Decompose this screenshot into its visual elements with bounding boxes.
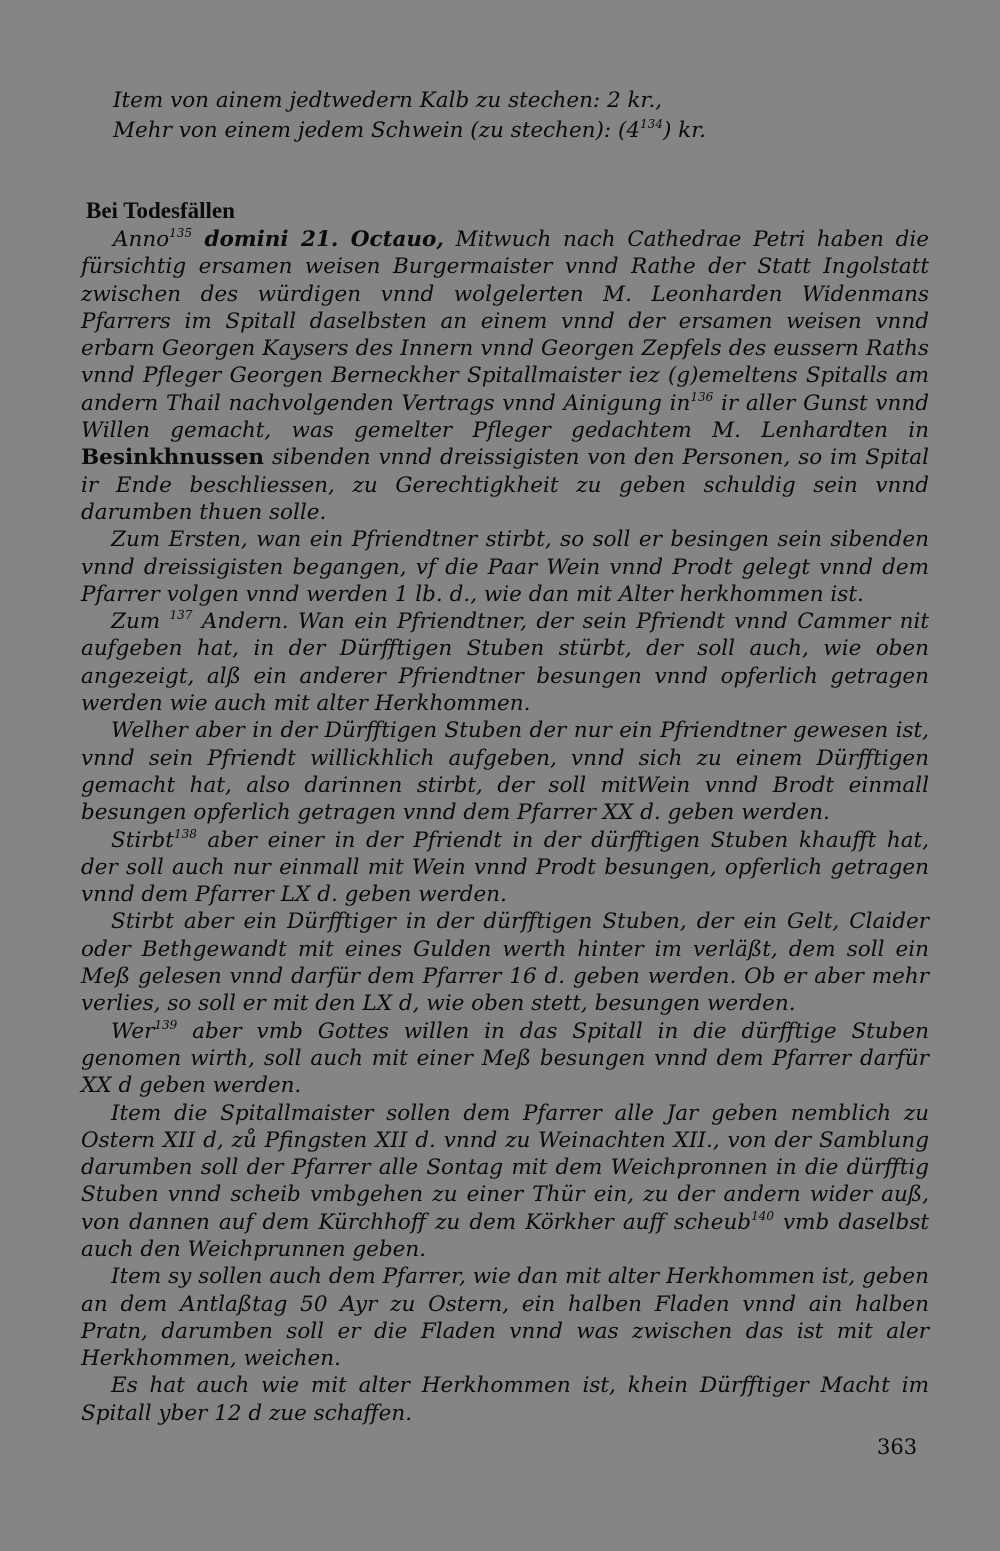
paragraph-text: Andern. Wan ein Pfriendtner, der sein Pfriendt vnnd Cammer nit aufgeben hat, in der Dürfftigen Stuben stürbt, der soll auch, wie oben angezeigt, alß ein anderer Pfriendtner besungen vnnd opferlich getragen werden wie auch mit alter Herkhommen. — [81, 609, 929, 717]
paragraph-antlasstag: Item sy sollen auch dem Pfarrer, wie dan mit alter Herkhommen ist, geben an dem Antlaßtag 50 Ayr zu Ostern, ein halben Fladen vnnd ain halben Pratn, darumben soll er die Fladen vnnd was zwischen das ist mit aler Herkhommen, weichen. — [81, 1264, 929, 1372]
paragraph-second — [81, 608, 929, 717]
section-heading: Bei Todesfällen — [86, 198, 235, 223]
paragraph-duerfftiger: Stirbt aber ein Dürfftiger in der dürfftigen Stuben, der ein Gelt, Claider oder Bethgewandt mit eines Gulden werth hinter im verläßt, dem soll ein Meß gelesen vnnd darfür dem Pfarrer 16 d. geben werden. Ob er aber mehr verlies, so soll er mit den LX d, wie oben stett, besungen werden. — [81, 909, 929, 1017]
intro-line-swine — [85, 116, 945, 146]
intro-line-swine-tail: ) kr. — [662, 118, 706, 143]
paragraph-text: sibenden vnnd dreissigisten von den Personen, so im Spital ir Ende beschliessen, zu Gerechtigkheit zu geben schuldig sein vnnd darumben thuen solle. — [81, 445, 929, 525]
paragraph-text: aber vmb Gottes willen in das Spitall in die dürfftige Stuben genomen wirth, soll auch mit einer Meß besungen vnnd dem Pfarrer darfür XX d geben werden. — [81, 1018, 929, 1099]
paragraph-text: Wer — [111, 1018, 155, 1044]
paragraph-text: aber einer in der Pfriendt in der dürfftigen Stuben khaufft hat, der soll auch nur einmall mit Wein vnnd Prodt besungen, opferlich getragen vnnd dem Pfarrer LX d. geben werden. — [81, 827, 929, 908]
intro-lines — [85, 86, 945, 146]
paragraph-welher: Welher aber in der Dürfftigen Stuben der nur ein Pfriendtner gewesen ist, vnnd sein Pfriendt willickhlich aufgeben, vnnd sich zu einem Dürfftigen gemacht hat, also darinnen stirbt, der soll mitWein vnnd Brodt einmall besungen opferlich getragen vnnd dem Pfarrer XX d. geben werden. — [81, 718, 929, 826]
intro-line-swine-text: Mehr von einem jedem Schwein (zu stechen): (4 — [113, 118, 641, 143]
paragraph-text: Mitwuch nach Cathedrae Petri haben die fürsichtig ersamen weisen Burgermaister vnnd Rathe der Statt Ingolstatt zwischen des würdigen vnnd wolgelerten M. Leonharden Widenmans Pfarrers im Spitall daselbsten an einem vnnd der ersamen weisen vnnd erbarn Georgen Kaysers des Innern vnnd Georgen Zepfels des eussern Raths vnnd Pfleger Georgen Berneckher Spitallmaister iez (g)emeltens Spitalls am andern Thail nachvolgenden Vertrags vnnd Ainigung in — [81, 227, 929, 416]
paragraph-text: Stirbt — [111, 827, 174, 853]
footnote-ref: 136 — [690, 389, 714, 404]
footnote-ref: 137 — [169, 608, 193, 623]
paragraph-text: Anno — [113, 227, 170, 252]
paragraph-emphasis: Besinkhnussen — [81, 445, 265, 471]
paragraph-first: Zum Ersten, wan ein Pfriendtner stirbt, so soll er besingen sein sibenden vnnd dreissigisten begangen, vf die Paar Wein vnnd Prodt gelegt vnnd dem Pfarrer volgen vnnd werden 1 lb. d., wie dan mit Alter herkhommen ist. — [81, 527, 929, 607]
paragraph-spitallmaister — [81, 1100, 929, 1264]
paragraph-contract — [81, 226, 929, 526]
paragraph-text: Item die Spitallmaister sollen dem Pfarrer alle Jar geben nemblich zu Ostern XII d, zů Pfingsten XII d. vnnd zu Weinachten XII., von der Samblung darumben soll der Pfarrer alle Sontag mit dem Weichpronnen in die dürfftig Stuben vnnd scheib vmbgehen zu einer Thür ein, zu der andern wider auß, von dannen auf dem Kürchhoff zu dem Körkher auff scheub — [81, 1100, 929, 1235]
section-body — [81, 226, 929, 1427]
page-number: 363 — [877, 1435, 918, 1459]
paragraph-date: domini 21. Octauo, — [192, 227, 444, 252]
paragraph-text: Zum — [111, 609, 170, 635]
footnote-ref: 135 — [169, 226, 193, 240]
intro-line-calf-text: Item von ainem jedtwedern Kalb zu stechen: 2 kr., — [113, 88, 663, 113]
paragraph-wer — [81, 1018, 929, 1100]
footnote-ref: 138 — [173, 826, 197, 841]
footnote-ref: 140 — [751, 1208, 774, 1223]
paragraph-closing: Es hat auch wie mit alter Herkhommen ist, khein Dürfftiger Macht im Spitall yber 12 d zue schaffen. — [81, 1373, 929, 1426]
paragraph-text: vmb daselbst auch den Weichprunnen geben. — [81, 1209, 929, 1262]
paragraph-text: ir aller Gunst vnnd Willen gemacht, was gemelter Pfleger gedachtem M. Lenhardten in — [81, 390, 929, 444]
footnote-ref: 139 — [154, 1017, 178, 1032]
intro-line-calf — [85, 86, 945, 116]
footnote-ref: 134 — [640, 117, 663, 131]
paragraph-stirbt — [81, 827, 929, 909]
